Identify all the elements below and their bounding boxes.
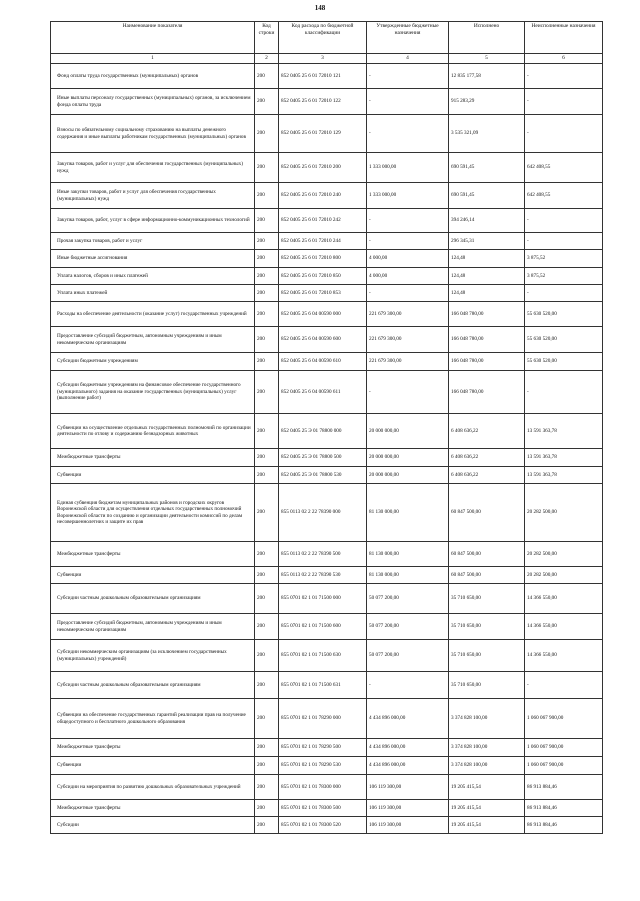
row-name: Межбюджетные трансферты	[51, 542, 255, 567]
row-executed: 3 374 828 100,00	[449, 757, 525, 775]
row-executed: 6 408 636,22	[449, 414, 525, 449]
row-expense-code: 855 0701 02 1 01 71500 630	[279, 640, 367, 672]
row-expense-code: 852 0405 25 6 01 72010 129	[279, 115, 367, 153]
row-line-code: 200	[255, 640, 279, 672]
row-approved: 106 119 300,00	[367, 817, 449, 834]
header-expense-code: Код расхода по бюджетной классификации	[279, 22, 367, 54]
row-name: Прочая закупка товаров, работ и услуг	[51, 233, 255, 250]
row-unexecuted: 3 875,52	[525, 268, 603, 285]
table-row	[51, 209, 603, 233]
row-approved: 221 679 300,00	[367, 327, 449, 353]
row-executed: 35 710 650,00	[449, 640, 525, 672]
row-unexecuted: -	[525, 371, 603, 414]
row-expense-code: 855 0701 02 1 01 78300 000	[279, 775, 367, 800]
row-unexecuted: 14 366 550,00	[525, 614, 603, 640]
row-name: Иные закупки товаров, работ и услуг для обеспечения государственных (муниципальных) нужд	[51, 183, 255, 209]
row-expense-code: 852 0405 25 6 01 72010 122	[279, 89, 367, 115]
column-number: 6	[525, 54, 603, 64]
row-name: Субсидии некоммерческим организациям (за исключением государственных (муниципальных) учреждений)	[51, 640, 255, 672]
row-expense-code: 855 0113 02 2 22 78390 000	[279, 484, 367, 542]
row-line-code: 200	[255, 699, 279, 739]
table-row	[51, 285, 603, 302]
row-unexecuted: 55 630 520,00	[525, 302, 603, 327]
row-line-code: 200	[255, 567, 279, 584]
table-row	[51, 153, 603, 183]
row-name: Межбюджетные трансферты	[51, 449, 255, 467]
row-name: Предоставление субсидий бюджетным, автономным учреждениям и иным некоммерческим организациям	[51, 614, 255, 640]
row-approved: 81 130 000,00	[367, 567, 449, 584]
row-unexecuted: 20 282 500,00	[525, 484, 603, 542]
row-line-code: 200	[255, 268, 279, 285]
table-row	[51, 584, 603, 614]
row-executed: 35 710 650,00	[449, 672, 525, 699]
table-row	[51, 268, 603, 285]
budget-execution-table	[50, 21, 603, 834]
row-expense-code: 852 0405 25 Э 01 78800 000	[279, 414, 367, 449]
row-line-code: 200	[255, 800, 279, 817]
row-expense-code: 855 0701 02 1 01 71500 631	[279, 672, 367, 699]
row-name: Субсидии бюджетным учреждениям	[51, 353, 255, 371]
row-executed: 60 847 500,00	[449, 542, 525, 567]
table-body	[51, 64, 603, 834]
row-line-code: 200	[255, 775, 279, 800]
row-approved: 81 130 000,00	[367, 484, 449, 542]
column-number-row	[51, 54, 603, 64]
table-row	[51, 467, 603, 484]
row-unexecuted: -	[525, 64, 603, 89]
row-expense-code: 855 0701 02 1 01 78290 530	[279, 757, 367, 775]
row-executed: 19 205 415,54	[449, 800, 525, 817]
row-line-code: 200	[255, 353, 279, 371]
row-name: Субсидии частным дошкольным образовательным организациям	[51, 584, 255, 614]
row-approved: 4 434 896 000,00	[367, 757, 449, 775]
header-name: Наименование показателя	[51, 22, 255, 54]
row-approved: 221 679 300,00	[367, 353, 449, 371]
row-name: Субвенции	[51, 567, 255, 584]
row-line-code: 200	[255, 739, 279, 757]
row-executed: 690 591,45	[449, 183, 525, 209]
row-executed: 124,48	[449, 268, 525, 285]
row-unexecuted: 642 408,55	[525, 153, 603, 183]
row-executed: 60 847 500,00	[449, 567, 525, 584]
row-executed: 394 246,14	[449, 209, 525, 233]
row-executed: 124,48	[449, 285, 525, 302]
row-name: Расходы на обеспечение деятельности (оказание услуг) государственных учреждений	[51, 302, 255, 327]
row-expense-code: 855 0113 02 2 22 78390 530	[279, 567, 367, 584]
row-approved: 4 434 896 000,00	[367, 699, 449, 739]
row-unexecuted: 13 591 363,78	[525, 414, 603, 449]
row-line-code: 200	[255, 584, 279, 614]
row-expense-code: 852 0405 25 Э 01 78800 500	[279, 449, 367, 467]
row-approved: 1 333 000,00	[367, 153, 449, 183]
row-name: Межбюджетные трансферты	[51, 739, 255, 757]
row-line-code: 200	[255, 757, 279, 775]
row-line-code: 200	[255, 614, 279, 640]
row-unexecuted: 1 060 067 900,00	[525, 757, 603, 775]
row-approved: 221 679 300,00	[367, 302, 449, 327]
row-expense-code: 855 0701 02 1 01 78300 500	[279, 800, 367, 817]
header-line-code: Код строки	[255, 22, 279, 54]
row-approved: 1 333 000,00	[367, 183, 449, 209]
row-name: Уплата иных платежей	[51, 285, 255, 302]
row-executed: 6 408 636,22	[449, 467, 525, 484]
row-name: Фонд оплаты труда государственных (муниципальных) органов	[51, 64, 255, 89]
row-expense-code: 852 0405 25 6 01 72010 244	[279, 233, 367, 250]
column-number: 4	[367, 54, 449, 64]
row-name: Иные бюджетные ассигнования	[51, 250, 255, 268]
row-approved: 4 000,00	[367, 268, 449, 285]
row-executed: 60 847 500,00	[449, 484, 525, 542]
row-name: Субвенции на обеспечение государственных гарантий реализации прав на получение общедоступного и бесплатного дошкольного образования	[51, 699, 255, 739]
row-line-code: 200	[255, 64, 279, 89]
row-unexecuted: 1 060 067 900,00	[525, 699, 603, 739]
row-executed: 3 535 321,09	[449, 115, 525, 153]
row-executed: 3 374 828 100,00	[449, 699, 525, 739]
row-expense-code: 852 0405 25 6 01 72010 240	[279, 183, 367, 209]
table-row	[51, 250, 603, 268]
row-approved: -	[367, 209, 449, 233]
row-executed: 19 205 415,54	[449, 817, 525, 834]
row-line-code: 200	[255, 302, 279, 327]
row-approved: 4 434 896 000,00	[367, 739, 449, 757]
row-name: Субсидии частным дошкольным образовательным организациям	[51, 672, 255, 699]
row-expense-code: 855 0701 02 1 01 78300 520	[279, 817, 367, 834]
row-approved: 20 000 000,00	[367, 467, 449, 484]
column-number: 3	[279, 54, 367, 64]
row-line-code: 200	[255, 467, 279, 484]
row-unexecuted: -	[525, 672, 603, 699]
column-number: 5	[449, 54, 525, 64]
row-approved: -	[367, 115, 449, 153]
table-row	[51, 353, 603, 371]
row-approved: -	[367, 64, 449, 89]
row-name: Иные выплаты персоналу государственных (муниципальных) органов, за исключением фонда оплаты труда	[51, 89, 255, 115]
row-approved: 4 000,00	[367, 250, 449, 268]
row-approved: -	[367, 233, 449, 250]
row-unexecuted: -	[525, 115, 603, 153]
row-line-code: 200	[255, 89, 279, 115]
row-approved: -	[367, 89, 449, 115]
row-executed: 6 408 636,22	[449, 449, 525, 467]
row-expense-code: 855 0701 02 1 01 71500 600	[279, 614, 367, 640]
row-approved: -	[367, 285, 449, 302]
header-row	[51, 22, 603, 54]
row-name: Единая субвенция бюджетам муниципальных районов и городских округов Воронежской области для осуществления отдельных государственных полномочий Воронежской области по созданию и организации деятельности комиссий по делам несовершеннолетних и защите их прав	[51, 484, 255, 542]
row-expense-code: 852 0405 25 6 01 72010 853	[279, 285, 367, 302]
row-executed: 915 283,29	[449, 89, 525, 115]
row-executed: 19 205 415,54	[449, 775, 525, 800]
header-executed: Исполнено	[449, 22, 525, 54]
column-number: 1	[51, 54, 255, 64]
row-unexecuted: 14 366 550,00	[525, 584, 603, 614]
row-unexecuted: 20 282 500,00	[525, 542, 603, 567]
row-unexecuted: 86 913 884,46	[525, 817, 603, 834]
row-expense-code: 852 0405 25 6 01 72010 200	[279, 153, 367, 183]
row-expense-code: 855 0701 02 1 01 78290 000	[279, 699, 367, 739]
row-unexecuted: 13 591 363,78	[525, 449, 603, 467]
row-executed: 3 374 828 100,00	[449, 739, 525, 757]
row-expense-code: 852 0405 25 6 01 72010 121	[279, 64, 367, 89]
table-row	[51, 484, 603, 542]
row-line-code: 200	[255, 817, 279, 834]
row-line-code: 200	[255, 371, 279, 414]
table-row	[51, 89, 603, 115]
row-executed: 166 048 780,00	[449, 302, 525, 327]
row-executed: 690 591,45	[449, 153, 525, 183]
row-line-code: 200	[255, 542, 279, 567]
row-unexecuted: -	[525, 89, 603, 115]
row-name: Субсидии на мероприятия по развитию дошкольных образовательных учреждений	[51, 775, 255, 800]
row-expense-code: 855 0701 02 1 01 78290 500	[279, 739, 367, 757]
table-row	[51, 567, 603, 584]
row-approved: 106 119 300,00	[367, 800, 449, 817]
row-name: Взносы по обязательному социальному страхованию на выплаты денежного содержания и иные выплаты работникам государственных (муниципальных) органов	[51, 115, 255, 153]
table-row	[51, 371, 603, 414]
row-unexecuted: 20 282 500,00	[525, 567, 603, 584]
row-unexecuted: 55 630 520,00	[525, 327, 603, 353]
table-row	[51, 115, 603, 153]
row-line-code: 200	[255, 285, 279, 302]
row-expense-code: 852 0405 25 6 04 00590 610	[279, 353, 367, 371]
table-row	[51, 800, 603, 817]
table-row	[51, 302, 603, 327]
row-name: Субсидии бюджетным учреждениям на финансовое обеспечение государственного (муниципального) задания на оказание государственных (муниципальных) услуг (выполнение работ)	[51, 371, 255, 414]
table-row	[51, 817, 603, 834]
row-line-code: 200	[255, 484, 279, 542]
row-approved: 81 130 000,00	[367, 542, 449, 567]
row-name: Предоставление субсидий бюджетным, автономным учреждениям и иным некоммерческим организациям	[51, 327, 255, 353]
row-approved: 50 077 200,00	[367, 584, 449, 614]
row-executed: 35 710 650,00	[449, 614, 525, 640]
row-unexecuted: 3 875,52	[525, 250, 603, 268]
row-line-code: 200	[255, 233, 279, 250]
row-name: Межбюджетные трансферты	[51, 800, 255, 817]
row-unexecuted: 642 408,55	[525, 183, 603, 209]
row-expense-code: 852 0405 25 6 01 72010 242	[279, 209, 367, 233]
row-executed: 124,48	[449, 250, 525, 268]
row-expense-code: 852 0405 25 6 04 00590 000	[279, 302, 367, 327]
row-expense-code: 852 0405 25 Э 01 78800 530	[279, 467, 367, 484]
row-executed: 35 710 650,00	[449, 584, 525, 614]
row-name: Закупка товаров, работ, услуг в сфере информационно-коммуникационных технологий	[51, 209, 255, 233]
row-expense-code: 852 0405 25 6 01 72010 850	[279, 268, 367, 285]
row-name: Субвенции	[51, 467, 255, 484]
row-unexecuted: -	[525, 233, 603, 250]
row-line-code: 200	[255, 153, 279, 183]
row-name: Закупка товаров, работ и услуг для обеспечения государственных (муниципальных) нужд	[51, 153, 255, 183]
table-row	[51, 699, 603, 739]
table-row	[51, 414, 603, 449]
header-approved: Утвержденные бюджетные назначения	[367, 22, 449, 54]
row-approved: 50 077 200,00	[367, 614, 449, 640]
table-row	[51, 614, 603, 640]
column-number: 2	[255, 54, 279, 64]
row-executed: 166 048 780,00	[449, 371, 525, 414]
table-row	[51, 775, 603, 800]
table-row	[51, 327, 603, 353]
page-number: 148	[314, 4, 326, 12]
row-unexecuted: -	[525, 209, 603, 233]
table-row	[51, 757, 603, 775]
row-line-code: 200	[255, 250, 279, 268]
row-line-code: 200	[255, 115, 279, 153]
table-row	[51, 739, 603, 757]
row-executed: 166 048 780,00	[449, 353, 525, 371]
row-approved: 20 000 000,00	[367, 414, 449, 449]
row-expense-code: 855 0701 02 1 01 71500 000	[279, 584, 367, 614]
row-approved: 106 119 300,00	[367, 775, 449, 800]
table-row	[51, 640, 603, 672]
row-approved: -	[367, 371, 449, 414]
row-name: Субвенции	[51, 757, 255, 775]
row-line-code: 200	[255, 183, 279, 209]
row-expense-code: 855 0113 02 2 22 78390 500	[279, 542, 367, 567]
table-row	[51, 542, 603, 567]
row-unexecuted: -	[525, 285, 603, 302]
row-approved: 50 077 200,00	[367, 640, 449, 672]
table-row	[51, 449, 603, 467]
row-line-code: 200	[255, 209, 279, 233]
row-executed: 296 345,31	[449, 233, 525, 250]
table-row	[51, 183, 603, 209]
header-unexecuted: Неисполненные назначения	[525, 22, 603, 54]
row-name: Субсидии	[51, 817, 255, 834]
row-executed: 166 048 780,00	[449, 327, 525, 353]
row-executed: 12 835 177,58	[449, 64, 525, 89]
row-line-code: 200	[255, 449, 279, 467]
row-expense-code: 852 0405 25 6 04 00590 611	[279, 371, 367, 414]
row-name: Субвенции на осуществление отдельных государственных полномочий по организации деятельности по отлову и содержанию безнадзорных животных	[51, 414, 255, 449]
row-line-code: 200	[255, 327, 279, 353]
row-unexecuted: 55 630 520,00	[525, 353, 603, 371]
table-row	[51, 672, 603, 699]
row-unexecuted: 86 913 884,46	[525, 775, 603, 800]
row-approved: -	[367, 672, 449, 699]
row-line-code: 200	[255, 414, 279, 449]
row-approved: 20 000 000,00	[367, 449, 449, 467]
row-unexecuted: 13 591 363,78	[525, 467, 603, 484]
table-row	[51, 233, 603, 250]
row-unexecuted: 1 060 067 900,00	[525, 739, 603, 757]
row-unexecuted: 86 913 884,46	[525, 800, 603, 817]
row-expense-code: 852 0405 25 6 01 72010 800	[279, 250, 367, 268]
row-name: Уплата налогов, сборов и иных платежей	[51, 268, 255, 285]
table-row	[51, 64, 603, 89]
row-unexecuted: 14 366 550,00	[525, 640, 603, 672]
row-expense-code: 852 0405 25 6 04 00590 600	[279, 327, 367, 353]
row-line-code: 200	[255, 672, 279, 699]
